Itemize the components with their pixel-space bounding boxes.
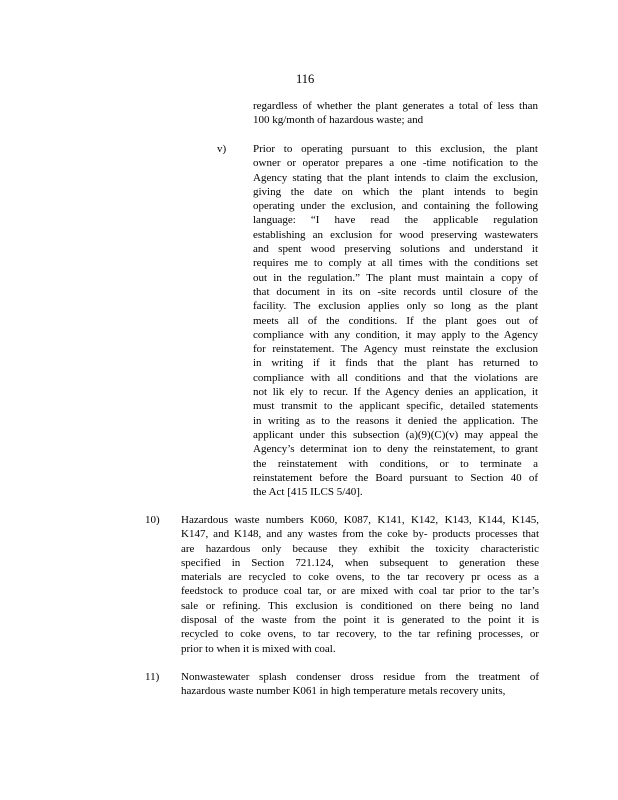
text-line: Agency stating that the plant intends to claim the exclusion, bbox=[253, 171, 538, 184]
text-line: sale or refining. This exclusion is conditioned on there being no land bbox=[181, 599, 539, 612]
text-line: and spent wood preserving solutions and understand it bbox=[253, 243, 538, 256]
item-11-paragraph bbox=[181, 670, 539, 699]
page-number: 116 bbox=[296, 72, 315, 86]
text-line: for reinstatement. The Agency must reinstate the exclusion bbox=[253, 343, 538, 356]
text-line: are hazardous only because they exhibit the toxicity characteristic bbox=[181, 542, 539, 555]
item-10-paragraph bbox=[181, 513, 539, 656]
text-line: prior to when it is mixed with coal. bbox=[181, 642, 336, 655]
text-line: disposal of the waste from the point it is generated to the point it is bbox=[181, 614, 539, 627]
continuation-paragraph bbox=[253, 99, 538, 128]
text-line: materials are recycled to coke ovens, to the tar recovery pr ocess as a bbox=[181, 571, 539, 584]
text-line: facility. The exclusion applies only so long as the plant bbox=[253, 300, 538, 313]
item-11-marker: 11) bbox=[145, 671, 160, 683]
text-line: language: “I have read the applicable regulation bbox=[253, 214, 538, 227]
text-line: meets all of the conditions. If the plant goes out of bbox=[253, 314, 538, 327]
text-line: giving the date on which the plant intends to begin bbox=[253, 185, 538, 198]
item-v-marker: v) bbox=[217, 143, 227, 155]
text-line: regardless of whether the plant generates a total of less than bbox=[253, 100, 538, 112]
text-line: in writing as to the reasons it denied the application. The bbox=[253, 414, 538, 427]
text-line: compliance with all conditions and that the violations are bbox=[253, 371, 538, 384]
text-line: the reinstatement with conditions, or to terminate a bbox=[253, 457, 538, 470]
text-line: specified in Section 721.124, when subsequent to generation these bbox=[181, 556, 539, 569]
text-line: Prior to operating pursuant to this exclusion, the plant bbox=[253, 143, 538, 155]
text-line: feedstock to produce coal tar, or are mixed with coal tar prior to the tar’s bbox=[181, 585, 539, 598]
text-line: Hazardous waste numbers K060, K087, K141, K142, K143, K144, K145, bbox=[181, 514, 539, 526]
text-line: operating under the exclusion, and containing the following bbox=[253, 200, 538, 213]
text-line: that document in its on -site records until closure of the bbox=[253, 285, 538, 298]
text-line: not lik ely to recur. If the Agency denies an application, it bbox=[253, 386, 538, 399]
text-line: owner or operator prepares a one -time notification to the bbox=[253, 157, 538, 170]
item-10-marker: 10) bbox=[145, 514, 160, 526]
text-line: establishing an exclusion for wood preserving wastewaters bbox=[253, 228, 538, 241]
text-line: compliance with any condition, it may apply to the Agency bbox=[253, 328, 538, 341]
text-line: recycled to coke ovens, to tar recovery, to the tar refining processes, or bbox=[181, 628, 539, 641]
text-line: requires me to comply at all times with the conditions set bbox=[253, 257, 538, 270]
text-line: applicant under this subsection (a)(9)(C)(v) may appeal the bbox=[253, 428, 538, 441]
text-line: reinstatement before the Board pursuant to Section 40 of bbox=[253, 471, 538, 484]
text-line: Agency’s determinat ion to deny the reinstatement, to grant bbox=[253, 443, 538, 456]
text-line: K147, and K148, and any wastes from the coke by- products processes that bbox=[181, 528, 539, 541]
text-line: in writing if it finds that the plant has returned to bbox=[253, 357, 538, 370]
text-line: hazardous waste number K061 in high temperature metals recovery units, bbox=[181, 685, 506, 698]
text-line: out in the regulation.” The plant must maintain a copy of bbox=[253, 271, 538, 284]
text-line: Nonwastewater splash condenser dross residue from the treatment of bbox=[181, 671, 539, 683]
text-line: the Act [415 ILCS 5/40]. bbox=[253, 486, 363, 499]
item-v-paragraph bbox=[253, 142, 538, 499]
text-line: 100 kg/month of hazardous waste; and bbox=[253, 114, 424, 127]
text-line: must transmit to the applicant specific, detailed statements bbox=[253, 400, 538, 413]
